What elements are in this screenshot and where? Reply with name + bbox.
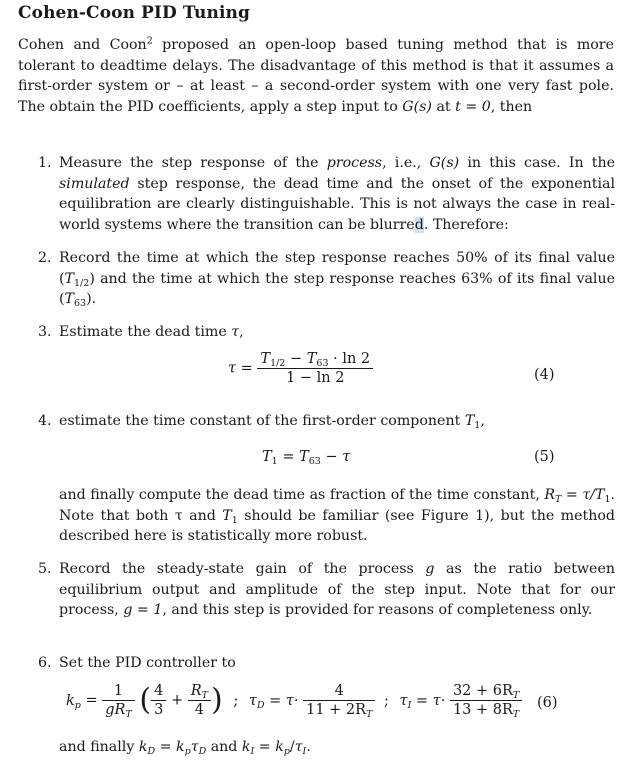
item-3-text: Estimate the dead time τ, xyxy=(59,324,244,340)
text-cursor-highlight: d xyxy=(414,216,424,233)
item-4-number: 4. xyxy=(38,413,52,429)
item-4-text: estimate the time constant of the first-order component $T_1$, xyxy=(59,413,485,431)
equation-5-number: (5) xyxy=(534,449,555,465)
equation-5: $T_1 = T_{63} - \tau$ xyxy=(262,449,351,467)
item-3-number: 3. xyxy=(38,324,52,340)
equation-6: $k_p$ = $\frac{1}{gR_T}$ ( $\frac{4}{3}$ + $\frac{R_T}{4}$ ) ; $\tau_D = \tau\cdot$ $\frac{4}{11 + 2R_T}$ ; $\tau_I = \tau\cdot$ $\frac{32 + 6R_T}{13 + 8R_T}$ xyxy=(66,683,522,718)
equation-6-number: (6) xyxy=(537,695,558,711)
item-5-text: Record the steady-state gain of the process g as the ratio between equilibrium output and amplitude of the step input. Note that for our process, g = 1, and this step is provided for reasons of completeness only. xyxy=(59,561,615,619)
equation-4-number: (4) xyxy=(534,367,555,383)
item-6-final: and finally $k_D = k_p\tau_D$ and $k_I = k_p/\tau_I$. xyxy=(59,739,311,757)
item-6-number: 6. xyxy=(38,655,52,671)
item-1-number: 1. xyxy=(38,155,52,171)
item-1-text: Measure the step response of the process, i.e., G(s) in this case. In the simulated step response, the dead time and the onset of the exponential equilibration are clearly distinguishable. This is not always the case in real-world systems where the transition can be blurred. Therefore: xyxy=(59,155,616,233)
item-4-continuation: and finally compute the dead time as fraction of the time constant, $R_T = \tau/T_1$. Note that both τ and $T_1$ should be familiar (see Figure 1), but the method described here is statistically more robust. xyxy=(59,487,615,545)
item-6-text: Set the PID controller to xyxy=(59,655,236,671)
intro-paragraph: Cohen and Coon$^2$ proposed an open-loop based tuning method that is more tolerant to deadtime delays. The disadvantage of this method is that it assumes a first-order system or – at least – a second-order system with one very fast pole. The obtain the PID coefficients, apply a step input to G(s) at t = 0, then xyxy=(18,35,614,115)
section-title: Cohen-Coon PID Tuning xyxy=(18,3,250,23)
item-5-number: 5. xyxy=(38,561,52,577)
item-2-number: 2. xyxy=(38,250,52,266)
item-2-text: Record the time at which the step response reaches 50% of its final value $(T_{1/2})$ and the time at which the step response reaches 63% of its final value $(T_{63})$. xyxy=(59,250,615,310)
equation-4: τ = $\frac{T_{1/2} - T_{63} \cdot \ln 2}{1 - \ln 2}$ xyxy=(228,351,373,386)
